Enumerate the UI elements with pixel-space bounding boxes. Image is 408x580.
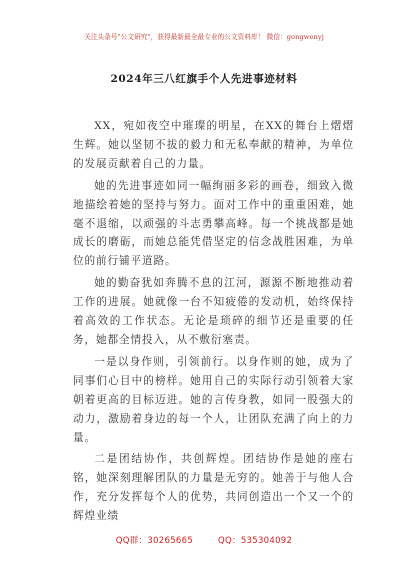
paragraph: 一是以身作则，引领前行。以身作则的她，成为了同事们心目中的榜样。她用自己的实际行动引领着大家朝着更高的目标迈进。她的言传身教，如同一股强大的动力，激励着身边的每一个人，让团队充满了向上的力量。 [73, 355, 354, 444]
footer-qq-group: QQ群：30265665 [115, 536, 194, 546]
document-title: 2024年三八红旗手个人先进事迹材料 [110, 73, 298, 85]
paragraph: XX，宛如夜空中璀璨的明星，在XX的舞台上熠熠生辉。她以坚韧不拔的毅力和无私奉献的精神，为单位的发展贡献着自己的力量。 [73, 120, 354, 170]
paragraph: 她的勤奋犹如奔腾不息的江河，源源不断地推动着工作的进展。她就像一台不知疲倦的发动机，始终保持着高效的工作状态。无论是琐碎的细节还是重要的任务，她都全情投入，从不敷衍塞责。 [73, 277, 354, 346]
paragraph: 她的先进事迹如同一幅绚丽多彩的画卷，细致入微地描绘着她的坚持与努力。面对工作中的重重困难，她毫不退缩，以顽强的斗志勇攀高峰。每一个挑战都是她成长的磨砺，而她总能凭借坚定的信念战胜困难，为单位的前行铺平道路。 [73, 179, 354, 268]
document-body [73, 117, 354, 529]
header-promo-note: 关注头条号"公文研究"，获得最新最全最专业的公文资料库！ 微信：gongwenyj [84, 33, 324, 41]
footer-qq-number: QQ：535304092 [218, 536, 293, 546]
footer-contact [0, 534, 408, 546]
paragraph: 二是团结协作，共创辉煌。团结协作是她的座右铭，她深刻理解团队的力量是无穷的。她善于与他人合作，充分发挥每个人的优势，共同创造出一个又一个的辉煌业绩 [73, 453, 354, 523]
